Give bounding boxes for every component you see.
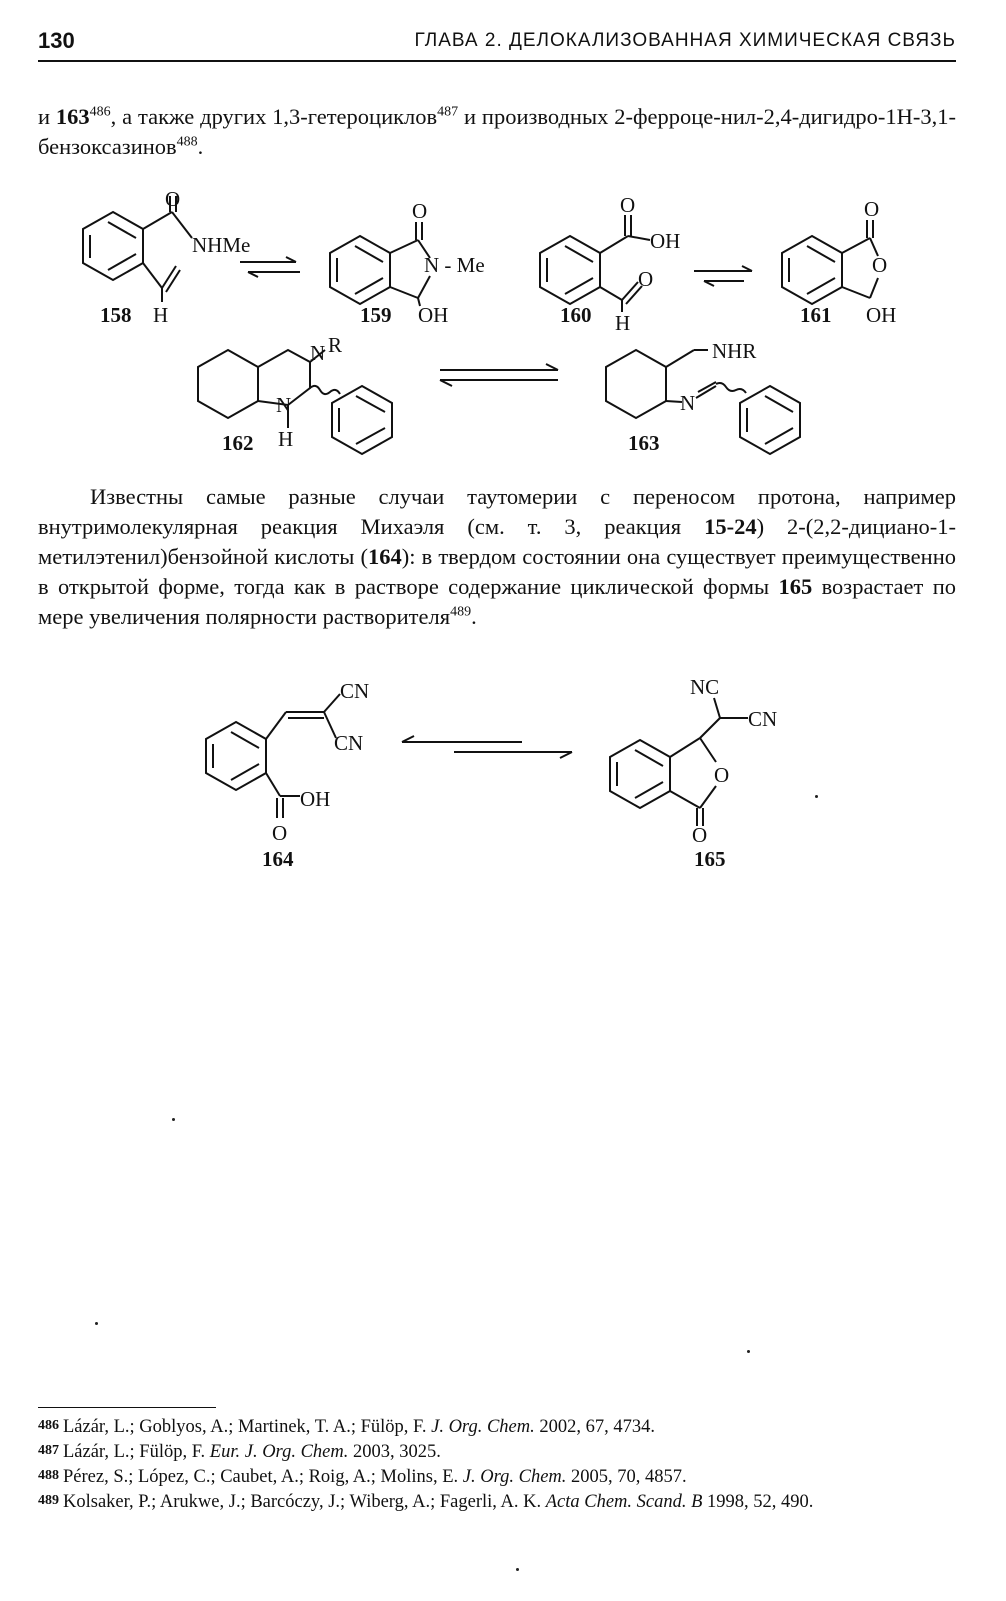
svg-text:H: H <box>153 303 169 327</box>
svg-text:CN: CN <box>334 731 364 755</box>
scan-speck <box>95 1322 98 1325</box>
svg-text:H: H <box>615 311 631 335</box>
svg-text:NHMe: NHMe <box>192 233 251 257</box>
footnote: 489 Kolsaker, P.; Arukwe, J.; Barcóczy, J.; Wiberg, A.; Fagerli, A. K. Acta Chem. Scand. B 1998, 52, 490. <box>38 1492 814 1512</box>
intro-paragraph: и $163^{486}$, а также других 1,3-гетероциклов$^{487}$ и производных 2-ферроце-нил-2,4-дигидро-1Н-3,1-бензоксазинов$^{488}$. <box>38 104 957 159</box>
svg-text:O: O <box>864 197 880 221</box>
svg-text:O: O <box>165 187 181 211</box>
svg-text:NC: NC <box>690 675 720 699</box>
compound-label: 162 <box>222 431 254 455</box>
footnotes <box>38 1414 956 1514</box>
svg-text:O: O <box>412 199 428 223</box>
svg-text:CN: CN <box>748 707 778 731</box>
compound-label: 159 <box>360 303 392 327</box>
svg-text:N: N <box>276 393 292 417</box>
svg-text:O: O <box>692 823 708 847</box>
scan-speck <box>172 1118 175 1121</box>
compound-label: 161 <box>800 303 832 327</box>
running-title: ГЛАВА 2. ДЕЛОКАЛИЗОВАННАЯ ХИМИЧЕСКАЯ СВЯЗЬ <box>414 30 956 51</box>
structure-161 <box>782 220 878 304</box>
svg-text:OH: OH <box>650 229 681 253</box>
svg-text:N - Me: N - Me <box>424 253 485 277</box>
body-paragraph: Известны самые разные случаи таутомерии с переносом протона, например внутримолекулярная реакция Михаэля (см. т. 3, реакция 15-24) 2-(2,2-дициано-1-метилэтенил)бензойной кислоты (164): в твердом состоянии она существует преимущественно в открытой форме, тогда как в растворе содержание циклической формы 165 возрастает по мере увеличения полярности растворителя$^{489}$. <box>38 484 957 629</box>
structure-159 <box>330 222 430 306</box>
structure-165 <box>610 698 748 826</box>
structure-160 <box>540 215 650 312</box>
compound-label: 165 <box>694 847 726 871</box>
compound-label: 164 <box>262 847 294 871</box>
scheme-tautomers-158-163 <box>0 0 1006 470</box>
footnote-rule <box>38 1407 216 1408</box>
scheme-164-165 <box>0 660 1006 890</box>
svg-text:CN: CN <box>340 679 370 703</box>
scan-speck <box>516 1568 519 1571</box>
compound-label: 158 <box>100 303 132 327</box>
svg-text:NHR: NHR <box>712 339 757 363</box>
svg-text:N: N <box>310 341 326 365</box>
svg-text:OH: OH <box>418 303 449 327</box>
svg-text:O: O <box>638 267 654 291</box>
svg-text:O: O <box>272 821 288 845</box>
svg-text:OH: OH <box>866 303 897 327</box>
page-number: 130 <box>38 28 75 53</box>
svg-text:R: R <box>328 333 343 357</box>
svg-text:O: O <box>872 253 888 277</box>
footnote: 486 Lázár, L.; Goblyos, A.; Martinek, T. A.; Fülöp, F. J. Org. Chem. 2002, 67, 4734. <box>38 1417 655 1437</box>
structure-158 <box>83 196 192 302</box>
footnote: 488 Pérez, S.; López, C.; Caubet, A.; Roig, A.; Molins, E. J. Org. Chem. 2005, 70, 4857. <box>38 1467 687 1487</box>
scan-speck <box>815 795 818 798</box>
svg-text:OH: OH <box>300 787 331 811</box>
svg-text:N: N <box>680 391 696 415</box>
svg-text:O: O <box>714 763 730 787</box>
footnote: 487 Lázár, L.; Fülöp, F. Eur. J. Org. Chem. 2003, 3025. <box>38 1442 441 1462</box>
compound-label: 160 <box>560 303 592 327</box>
svg-text:H: H <box>278 427 294 451</box>
scan-speck <box>747 1350 750 1353</box>
compound-label: 163 <box>628 431 660 455</box>
svg-text:O: O <box>620 193 636 217</box>
